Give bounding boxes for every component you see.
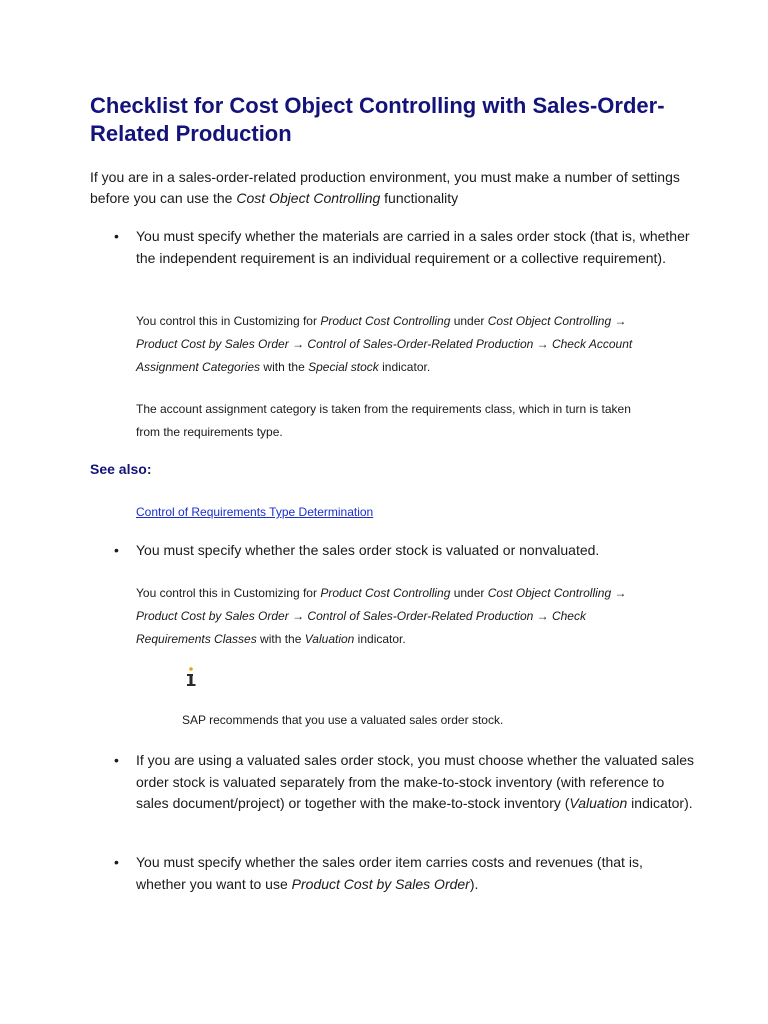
arrow: → <box>611 314 627 328</box>
bullet-emphasis: Product Cost by Sales Order <box>291 875 470 892</box>
bullet-text-end: indicator). <box>627 795 693 811</box>
bullet-item-costs-revenues <box>136 852 696 895</box>
arrow: → <box>611 586 627 600</box>
indicator-name: Special stock <box>308 360 379 374</box>
intro-text-end: functionality <box>380 190 459 206</box>
bullet-text: If you are using a valuated sales order stock, you must choose whether the valuated sales order stock is valuated separately from the make-to-stock inventory (with reference to sales document/project) or together with the make-to-stock inventory ( <box>136 752 694 811</box>
bullet-text-end: ). <box>469 875 479 892</box>
bullet-text: You must specify whether the sales order item carries costs and revenues (that is, whether you want to use <box>136 854 643 892</box>
text: indicator. <box>354 632 406 646</box>
arrow: → <box>533 609 552 623</box>
text: You control this in Customizing for <box>136 314 321 328</box>
info-icon <box>184 666 198 688</box>
intro-paragraph <box>90 167 690 209</box>
indicator-name: Valuation <box>569 795 628 811</box>
text: with the <box>256 632 305 646</box>
bullet-item-valuation-choice <box>136 750 696 815</box>
intro-text: If you are in a sales-order-related production environment, you must make a number of settings before you can use the <box>90 169 680 206</box>
path-segment: Cost Object Controlling <box>487 314 612 328</box>
text: under <box>450 314 488 328</box>
path-segment: Check Requirements Classes <box>136 609 586 646</box>
account-assignment-note: The account assignment category is taken from the requirements class, which in turn is taken from the requirements type. <box>136 402 631 439</box>
intro-emphasis: Cost Object Controlling <box>236 190 381 206</box>
bullet-item-sales-order-stock <box>136 226 696 269</box>
bullet-item-valuated <box>136 540 696 562</box>
path-segment: Control of Sales-Order-Related Production <box>307 337 534 351</box>
recommendation-note: SAP recommends that you use a valuated sales order stock. <box>182 713 504 727</box>
path-segment: Product Cost by Sales Order <box>136 609 289 623</box>
requirements-type-link[interactable]: Control of Requirements Type Determination <box>136 505 374 519</box>
customizing-path-account-assignment <box>136 310 656 379</box>
text: under <box>450 586 488 600</box>
see-also-heading: See also: <box>90 461 152 477</box>
bullet-text: You must specify whether the materials are carried in a sales order stock (that is, whether the independent requirement is an individual requirement or a collective requirement). <box>136 228 690 266</box>
text: indicator. <box>378 360 431 374</box>
text: with the <box>260 360 309 374</box>
path-segment: Product Cost by Sales Order <box>136 337 289 351</box>
arrow: → <box>533 337 552 351</box>
path-segment: Check Account Assignment Categories <box>136 337 633 374</box>
path-segment: Product Cost Controlling <box>320 314 451 328</box>
path-segment: Product Cost Controlling <box>320 586 451 600</box>
arrow: → <box>288 609 308 623</box>
arrow: → <box>288 337 308 351</box>
page-title: Checklist for Cost Object Controlling with Sales-Order-Related Production <box>90 93 665 146</box>
customizing-path-requirements-classes <box>136 582 656 651</box>
path-segment: Cost Object Controlling <box>487 586 612 600</box>
bullet-text: You must specify whether the sales order stock is valuated or nonvaluated. <box>136 542 600 558</box>
indicator-name: Valuation <box>304 632 355 646</box>
path-segment: Control of Sales-Order-Related Production <box>307 609 534 623</box>
text: You control this in Customizing for <box>136 586 321 600</box>
